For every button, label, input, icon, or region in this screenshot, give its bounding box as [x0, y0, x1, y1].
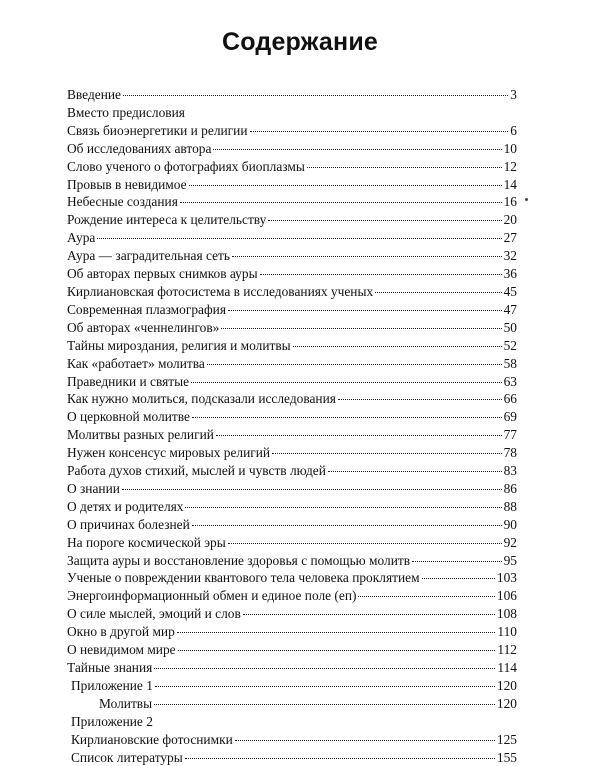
- toc-entry: [67, 86, 517, 104]
- toc-entry-page: 66: [503, 391, 517, 407]
- dot-leader: [235, 739, 495, 741]
- toc-entry: [67, 426, 517, 444]
- dot-leader: [221, 327, 501, 329]
- toc-entry: [67, 695, 517, 713]
- toc-entry-title: О церковной молитве: [67, 409, 190, 425]
- toc-entry: [67, 301, 517, 319]
- toc-entry-title: О детях и родителях: [67, 498, 184, 514]
- toc-entry-page: 114: [497, 660, 517, 675]
- toc-entry-title: Как нужно молиться, подсказали исследования: [67, 391, 336, 407]
- toc-entry-page: 108: [496, 606, 517, 622]
- toc-entry-page: 52: [503, 337, 517, 353]
- toc-entry: [67, 390, 517, 408]
- dot-leader: [154, 703, 495, 705]
- toc-entry: [67, 480, 517, 498]
- toc-entry-page: 69: [503, 409, 517, 425]
- toc-entry: [67, 677, 517, 695]
- toc-entry-page: 78: [503, 445, 517, 461]
- toc-entry: [67, 373, 517, 391]
- toc-entry-title: Об авторах первых снимков ауры: [67, 266, 258, 282]
- toc-entry: [67, 122, 517, 140]
- dot-leader: [155, 685, 495, 687]
- toc-entry-page: 90: [503, 516, 517, 532]
- toc-entry-title: Связь биоэнергетики и религии: [67, 122, 248, 138]
- toc-entry-title: Приложение 1: [71, 677, 153, 693]
- toc-entry: [67, 534, 517, 552]
- dot-leader: [154, 667, 495, 669]
- dot-leader: [307, 166, 502, 168]
- toc-entry-page: 14: [503, 176, 517, 192]
- toc-entry-page: 125: [496, 731, 517, 747]
- toc-entry-title: Введение: [67, 87, 121, 102]
- toc-entry: [67, 319, 517, 337]
- toc-entry-title: Кирлиановская фотосистема в исследованиях ученых: [67, 283, 374, 299]
- toc-entry-title: Аура: [67, 230, 96, 246]
- toc-entry: [67, 713, 517, 731]
- toc-entry-title: Рождение интереса к целительству: [67, 212, 267, 228]
- toc-entry-page: 45: [503, 283, 517, 299]
- toc-entry: [67, 552, 517, 570]
- dot-leader: [97, 237, 501, 239]
- toc-entry-title: Слово ученого о фотографиях биоплазмы: [67, 158, 305, 174]
- toc-entry: [67, 355, 517, 373]
- dot-leader: [192, 524, 502, 526]
- dot-leader: [328, 470, 502, 472]
- toc-entry: [67, 623, 517, 641]
- toc-entry-title: О силе мыслей, эмоций и слов: [67, 606, 241, 622]
- toc-entry-title: Кирлиановские фотоснимки: [71, 731, 233, 747]
- toc-entry: [67, 176, 517, 194]
- dot-leader: [207, 363, 502, 365]
- toc-entry-title: Тайны мироздания, религия и молитвы: [67, 337, 291, 353]
- toc-entry-page: 58: [503, 355, 517, 371]
- toc-entry-page: 106: [496, 588, 517, 604]
- page-title: Содержание: [221, 28, 379, 56]
- toc-entry-page: 10: [503, 140, 517, 156]
- dot-leader: [189, 184, 502, 186]
- dot-leader: [293, 345, 502, 347]
- toc-entry-page: 12: [503, 158, 517, 174]
- scan-speck: [525, 198, 528, 201]
- dot-leader: [180, 201, 502, 203]
- toc-entry: [67, 462, 517, 480]
- dot-leader: [243, 613, 495, 615]
- toc-entry-title: Приложение 2: [71, 713, 153, 729]
- dot-leader: [422, 577, 495, 579]
- toc-entry-title: О причинах болезней: [67, 516, 190, 532]
- toc-entry: [67, 408, 517, 426]
- toc-entry-page: 36: [503, 266, 517, 282]
- toc-entry-title: Небесные создания: [67, 194, 178, 210]
- toc-entry-title: Защита ауры и восстановление здоровья с помощью молитв: [67, 552, 411, 568]
- toc-entry: [67, 444, 517, 462]
- toc-entry-page: 120: [496, 695, 517, 711]
- toc-entry-title: Ученые о повреждении квантового тела человека проклятием: [67, 570, 420, 586]
- toc-entry-page: 16: [503, 194, 517, 210]
- toc-entry-page: 95: [503, 552, 517, 568]
- toc-entry-page: 50: [503, 319, 517, 335]
- table-of-contents: [67, 86, 517, 766]
- dot-leader: [375, 291, 501, 293]
- toc-entry-title: На пороге космической эры: [67, 534, 226, 550]
- toc-entry-title: Провыв в невидимое: [67, 176, 187, 192]
- toc-entry-title: О невидимом мире: [67, 642, 176, 658]
- dot-leader: [260, 273, 502, 275]
- toc-entry-page: 27: [503, 230, 517, 246]
- dot-leader: [192, 416, 502, 418]
- dot-leader: [122, 488, 502, 490]
- dot-leader: [228, 542, 502, 544]
- toc-entry-page: 63: [503, 373, 517, 389]
- toc-entry-title: О знании: [67, 480, 120, 496]
- toc-entry: [67, 337, 517, 355]
- toc-entry: [67, 229, 517, 247]
- toc-entry-page: 6: [510, 122, 517, 138]
- toc-entry-page: 110: [497, 624, 517, 640]
- toc-entry-page: 20: [503, 212, 517, 228]
- toc-entry-title: Вместо предисловия: [67, 104, 185, 120]
- toc-entry: [67, 516, 517, 534]
- toc-entry-title: Праведники и святые: [67, 373, 190, 389]
- dot-leader: [250, 130, 509, 132]
- toc-entry: [67, 140, 517, 158]
- dot-leader: [185, 757, 495, 759]
- toc-entry-page: 112: [497, 642, 517, 658]
- toc-entry-title: Работа духов стихий, мыслей и чувств людей: [67, 463, 326, 479]
- dot-leader: [177, 631, 496, 633]
- toc-entry-page: 77: [503, 427, 517, 443]
- toc-entry-title: Как «работает» молитва: [67, 355, 205, 371]
- toc-entry: [67, 587, 517, 605]
- toc-entry: [67, 569, 517, 587]
- toc-entry-title: Современная плазмография: [67, 301, 226, 317]
- toc-entry-page: 155: [496, 749, 517, 765]
- dot-leader: [213, 148, 501, 150]
- dot-leader: [272, 452, 502, 454]
- toc-entry-title: Тайные знания: [67, 660, 153, 675]
- dot-leader: [178, 649, 496, 651]
- toc-entry: [67, 605, 517, 623]
- dot-leader: [338, 398, 502, 400]
- dot-leader: [216, 434, 502, 436]
- toc-entry: [67, 659, 517, 677]
- dot-leader: [232, 255, 502, 257]
- toc-entry-page: 83: [503, 463, 517, 479]
- toc-entry-page: 3: [510, 87, 517, 102]
- toc-entry: [67, 265, 517, 283]
- toc-entry-title: Энергоинформационный обмен и единое поле (еп): [67, 588, 357, 604]
- dot-leader: [123, 94, 508, 96]
- toc-entry: [67, 731, 517, 749]
- dot-leader: [268, 219, 501, 221]
- toc-entry-page: 103: [496, 570, 517, 586]
- toc-entry-title: Нужен консенсус мировых религий: [67, 445, 271, 461]
- dot-leader: [185, 506, 501, 508]
- toc-entry-title: Молитвы разных религий: [67, 427, 214, 443]
- toc-entry-title: Список литературы: [71, 749, 183, 765]
- toc-entry-page: 88: [503, 498, 517, 514]
- toc-entry-page: 47: [503, 301, 517, 317]
- toc-entry-title: Аура — заградительная сеть: [67, 248, 230, 264]
- toc-entry-page: 120: [496, 677, 517, 693]
- toc-entry: [67, 211, 517, 229]
- toc-entry-page: 32: [503, 248, 517, 264]
- toc-entry-title: Об авторах «ченнелингов»: [67, 319, 220, 335]
- dot-leader: [191, 381, 502, 383]
- toc-entry: [67, 104, 517, 122]
- toc-entry: [67, 193, 517, 211]
- toc-entry: [67, 498, 517, 516]
- dot-leader: [412, 560, 502, 562]
- toc-entry-page: 86: [503, 480, 517, 496]
- toc-entry: [67, 641, 517, 659]
- toc-entry-title: Окно в другой мир: [67, 624, 175, 640]
- toc-entry-title: Молитвы: [99, 695, 153, 711]
- toc-entry: [67, 283, 517, 301]
- toc-entry: [67, 749, 517, 766]
- dot-leader: [228, 309, 502, 311]
- toc-entry: [67, 247, 517, 265]
- toc-entry: [67, 158, 517, 176]
- toc-entry-title: Об исследованиях автора: [67, 140, 212, 156]
- toc-entry-page: 92: [503, 534, 517, 550]
- dot-leader: [358, 595, 494, 597]
